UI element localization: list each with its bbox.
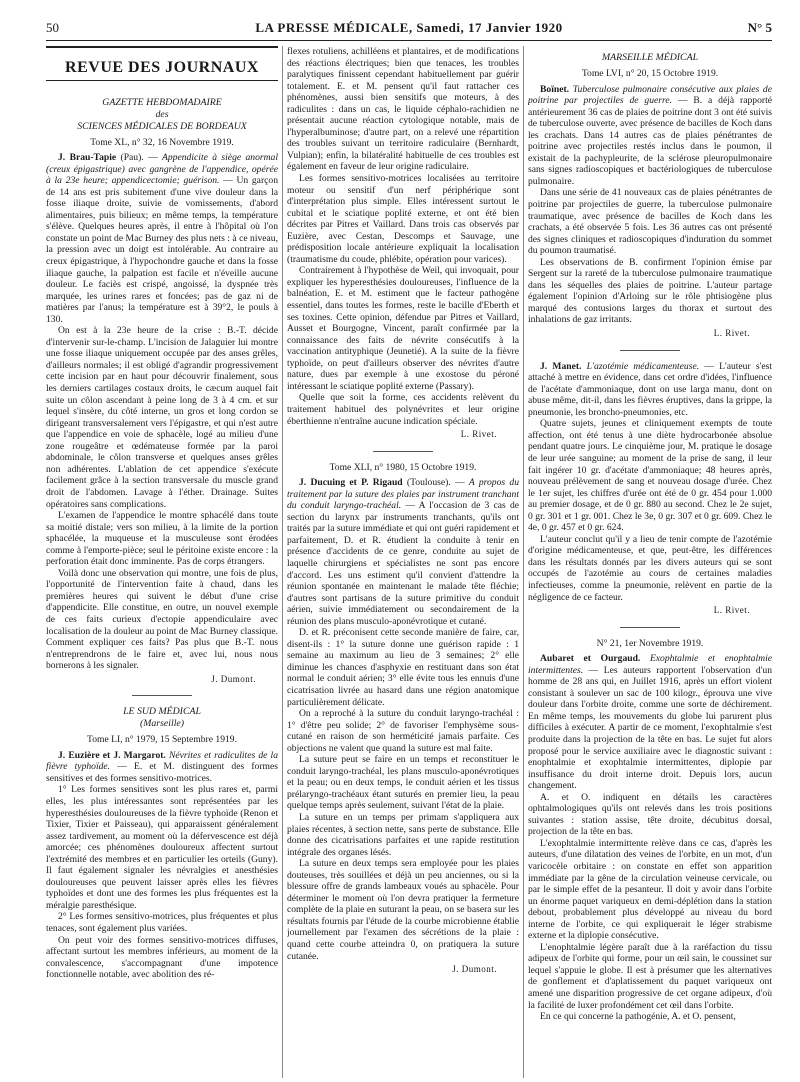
article-paragraph: Les observations de B. confirment l'opinion émise par Sergent sur la rareté de la tuberculose pulmonaire traumatique dans les séquelles des plaies de poitrine. L'auteur partage également l'opinion d'Arloing sur le rôle phtisiogène plus marqué des contusions larges du thorax et surtout des inhalations de gaz irritants. <box>528 256 772 326</box>
article-paragraph: Les formes sensitivo-motrices localisées au territoire moteur ou sensitif d'un nerf périphérique sont d'interprétation plus simple. Elles intéressent surtout le cubital et le sciatique poplité externe, et ont été bien décrites par Pitres et Vaillard. Dans trois cas observés par Euzière, avec Cestan, Descomps et Sauvage, une prédisposition locale antérieure expliquait la localisation (traumatisme du coude, phlébite, opération pour varices). <box>287 173 519 265</box>
column-1 <box>46 46 278 1076</box>
article-paragraph: Contrairement à l'hypothèse de Weil, qui invoquait, pour expliquer les hyperesthésies douloureuses, l'influence de la balnéation, E. et M. estiment que le facteur pathogène essentiel, dans toutes les formes, reste le bacille d'Eberth et ses toxines. Cette opinion, défendue par Pitres et Vaillard, Ausset et Bourgogne, Vincent, paraît confirmée par la connaissance des faits de névrite consécutifs à la vaccination antityphique (Jeunetié). A la suite de la fièvre typhoïde, on peut d'ailleurs observer des névrites d'autre nature, dues par exemple à une exostose du péroné intéressant le sciatique poplité externe (Passary). <box>287 265 519 392</box>
article-title: A propos du traitement par la suture des plaies par instrument tranchant du conduit laryngo-trachéal. <box>287 477 519 512</box>
journal-heading-1 <box>46 97 278 133</box>
article-paragraph: 2° Les formes sensitivo-motrices, plus fréquentes et plus tenaces, sont également plus variées. <box>46 911 278 934</box>
article-manet-intro <box>528 361 772 419</box>
column-3 <box>528 46 772 1076</box>
article-paragraph: La suture en un temps per primam s'appliquera aux plaies récentes, à section nette, sans perte de substance. Elle donne des cicatrisations parfaites et une rapide restitution intégrale des organes lésés. <box>287 812 519 858</box>
article-text: — Les auteurs rapportent l'observation d'un homme de 28 ans qui, en Juillet 1916, après un effort violent consistant à soulever un sac de 100 kilogr., éprouva une vive douleur dans l'orbite droite, comme une sorte de déchirement. En même temps, les mouvements du globe lui parurent plus difficiles à exécuter. A partir de ce moment, l'exophtalmie s'est produite dans la projection de la tête en bas. Le sujet fut alors proposé pour le service auxiliaire avec le diagnostic suivant : enophtalmie et exophtalmie intermittentes, diplopie par insuffisance du droit interne droit. Depuis lors, aucun changement. <box>528 664 772 792</box>
article-paragraph: L'exophtalmie intermittente relève dans ce cas, d'après les auteurs, d'une dilatation des veines de l'orbite, en un mot, d'un varicocèle orbitaire : on constate en effet son apparition immédiate par la gêne de la circulation veineuse cervicale, ou par le simple effet de la pesanteur. Il doit y avoir dans l'orbite un énorme paquet variqueux en demi-déplétion dans la station debout, probablement plus développé au niveau du bord interne de l'orbite, ce qui expliquerait le léger strabisme externe et la diplopie consécutive. <box>528 837 772 942</box>
article-paragraph: On peut voir des formes sensitivo-motrices diffuses, affectant surtout les membres inférieurs, au moment de la convalescence, s'accompagnant d'une impotence fonctionnelle notable, avec abolition des ré- <box>46 934 278 981</box>
article-text: — B. a déjà rapporté antérieurement 36 cas de plaies de poitrine dont 3 ont été suivis de tuberculose ouverte, avec présence de bacilles de Koch dans les crachats. Dans 14 autres cas de plaies pénétrantes de poitrine avec projectiles restés inclus dans le poumon, il existait de la pachypleurite, de la sclérose pleuropulmonaire sans signes radioscopiques et bactériologiques de tuberculose pulmonaire. <box>528 95 772 187</box>
column-2 <box>287 46 519 1076</box>
journal-name: LE SUD MÉDICAL <box>123 706 201 718</box>
article-paragraph: Quatre sujets, jeunes et cliniquement exempts de toute affection, ont été tenus à une diète hydrocarbonée absolue pendant quatre jours. Le cinquième jour, M. pratique le dosage de leur urée sanguine; au moment de la prise de sang, il leur fait ingérer 10 gr. d'acétate d'ammoniaque; 48 heures après, nouveau prélèvement de sang et nouveau dosage d'urée. Chez le 1er sujet, les chiffres d'urée ont été de 0 gr. 454 pour 1.000 au premier dosage, et de 0 gr. 880 au second. Chez le 2e sujet, 0 gr. 301 et 1 gr. 001. Chez le 3e, 0 gr. 307 et 0 gr. 609. Chez le 4e, 0 gr. 457 et 0 gr. 624. <box>528 418 772 534</box>
article-signature: L. Rivet. <box>713 328 750 339</box>
article-paragraph: 1° Les formes sensitives sont les plus rares et, parmi elles, les plus intéressantes sont représentées par les hyperesthésies douloureuses de la fièvre typhoïde (Renon et Tixier, Tixier et Paisseau), qui apparaissent généralement assez tardivement, au moment où la défervescence est déjà amorcée; ces phénomènes douloureux affectent surtout l'extrémité des membres et en particulier les orteils (Guny). Il faut également signaler les névralgies et anesthésies douloureuses que peuvent laisser après elles les fièvres typhoïdes et dont une des formes les plus fréquentes est la méralgie paresthésique. <box>46 784 278 911</box>
article-title: Appendicite à siège anormal (creux épigastrique) avec gangrène de l'appendice, opérée à la 23e heure; appendicectomie; guérison. <box>46 152 278 187</box>
journal-title: LA PRESSE MÉDICALE, Samedi, 17 Janvier 1920 <box>255 20 563 35</box>
article-text: — E. et M. distinguent des formes sensitives et des formes sensitivo-motrices. <box>46 761 278 784</box>
article-signature: J. Dumont. <box>211 673 256 684</box>
article-text: — L'auteur s'est attaché à mettre en évidence, dans cet ordre d'idées, l'influence de l'acétate d'ammoniaque, dont on use larga manu, dont on abuse même, dit-il, dans les fièvres éruptives, dans la grippe, la pneumonie, les broncho-pneumonies, etc. <box>528 360 772 418</box>
article-paragraph: Dans une série de 41 nouveaux cas de plaies pénétrantes de poitrine par projectiles de guerre, la tuberculose pulmonaire traumatique, avec présence de bacilles de Koch dans les crachats, a été observée 5 fois. Les 36 autres cas ont présenté des signes cliniques et radioscopiques d'induration du sommet du poumon traumatisé. <box>528 187 772 257</box>
short-rule <box>620 627 680 628</box>
journal-subname: SCIENCES MÉDICALES DE BORDEAUX <box>77 120 247 132</box>
page-number: 50 <box>46 20 59 35</box>
article-text: — A l'occasion de 3 cas de section du larynx par instruments tranchants, qu'ils ont traités par la suture immédiate et qui ont guéri rapidement et parfaitement, D. et R. étudient la conduite à tenir en présence d'accidents de ce genre, conduite au sujet de laquelle chirurgiens et spécialistes ne sont pas encore d'accord. Les uns estiment qu'il convient d'attendre la réunion spontanée en maintenant le malade tête fléchie; d'autres sont partisans de la suture primitive du conduit aérien, suivie immédiatement ou secondairement de la réunion des plans musculo-aponévrotique et cutané. <box>287 500 519 627</box>
column-divider-1 <box>282 46 283 1078</box>
article-text: — Un garçon de 14 ans est pris subitement d'une vive douleur dans la fosse iliaque droite, suivie de vomissements, d'abord alimentaires, puis bilieux; en même temps, la température s'élève. Quelques heures après, il entre à l'hôpital où l'on constate un point de Mac Burney des plus nets : à ce niveau, la pression avec un doigt est intolérable. Au contraire au creux épigastrique, à l'hypochondre gauche et dans la fosse iliaque gauche, la palpation est facile et n'éveille aucune douleur. Le faciès est crispé, angoissé, la dyspnée très marquée, les urines rares et foncées; pas de gaz ni de matières par l'anus; la température est à 39°2, le pouls à 130. <box>46 175 278 325</box>
article-aubaret-intro <box>528 653 772 792</box>
journal-heading-3 <box>528 52 772 64</box>
journal-heading-2 <box>46 706 278 730</box>
tome-line: Tome XL, n° 32, 16 Novembre 1919. <box>90 136 234 148</box>
article-author: Aubaret et Ourgaud. <box>540 653 641 665</box>
article-city: (Pau). <box>120 152 144 164</box>
header-rule <box>46 40 772 41</box>
article-ducuing-intro: J. Ducuing et P. Rigaud (Toulouse). — A propos du traitement par la suture des plaies par instrument tranchant du conduit laryngo-trachéal. — A l'occasion de 3 cas de section du larynx par instruments tranchants, qu'ils ont traités par la suture immédiate et qui ont guéri rapidement et parfaitement, D. et R. étudient la conduite à tenir en présence d'accidents de ce genre, conduite au sujet de laquelle chirurgiens et spécialistes ne sont pas encore d'accord. Les uns estiment qu'il convient d'attendre la réunion spontanée en maintenant le malade tête fléchie; d'autres sont partisans de la suture primitive du conduit aérien, suivie immédiatement ou secondairement de la réunion des plans musculo-aponévrotique et cutané. <box>287 477 519 627</box>
journal-name: GAZETTE HEBDOMADAIRE <box>102 96 222 108</box>
section-title: REVUE DES JOURNAUX <box>46 46 278 81</box>
short-rule <box>132 695 192 696</box>
article-title: Névrites et radiculites de la fièvre typhoïde. <box>46 749 278 773</box>
article-author: J. Euzière et J. Margarot. <box>58 749 166 761</box>
article-author: Boïnet. <box>540 83 570 95</box>
article-paragraph: L'enophtalmie légère paraît due à la raréfaction du tissu adipeux de l'orbite qui forme, pour un œil sain, le coussinet sur lequel s'appuie le globe. Il est à présumer que les alternatives de gonflement et d'aplatissement du paquet variqueux ont amené une disparition progressive de cet organe adipeux, d'où la facilité de luxer profondément cet œil dans l'orbite. <box>528 941 772 1011</box>
article-author: J. Ducuing et P. Rigaud <box>299 477 403 489</box>
article-paragraph: On a reproché à la suture du conduit laryngo-trachéal : 1° d'être peu solide; 2° de favoriser l'emphysème sous-cutané en raison de son herméticité jamais parfaite. Ces objections ne valent que quand la suture est mal faite. <box>287 708 519 754</box>
page-header <box>46 20 772 38</box>
article-paragraph: La suture peut se faire en un temps et reconstituer le conduit laryngo-trachéal, les plans musculo-aponévrotiques et la peau; ou en deux temps, le conduit aérien et les tissus prélaryngo-trachéaux étant suturés en premier lieu, la peau quelque temps après seulement, suivant l'état de la plaie. <box>287 754 519 812</box>
article-paragraph: L'examen de l'appendice le montre sphacélé dans toute sa moitié distale; vers son milieu, à la limite de la portion sphacélée, la muqueuse et la musculeuse sont érodées comme à l'emporte-pièce; seul le péritoine existe encore : la perforation était donc imminente. Pas de corps étrangers. <box>46 510 278 568</box>
article-paragraph: A. et O. indiquent en détails les caractères ophtalmologiques qu'ils ont relevés dans les trois positions suivantes : station assise, tête droite, décubitus dorsal, projection de la tête en bas. <box>528 791 772 838</box>
article-paragraph: Quelle que soit la forme, ces accidents relèvent du traitement habituel des polynévrites et leur origine éberthienne n'entraîne aucune indication spéciale. <box>287 392 519 427</box>
article-signature: J. Dumont. <box>452 964 497 975</box>
article-city: (Toulouse). <box>406 477 451 489</box>
article-title: Tuberculose pulmonaire consécutive aux plaies de poitrine par projectiles de guerre. <box>528 83 772 107</box>
article-euziere-intro <box>46 750 278 785</box>
article-boinet-intro <box>528 84 772 188</box>
article-signature: L. Rivet. <box>460 429 497 440</box>
tome-line: Tome LVI, n° 20, 15 Octobre 1919. <box>581 68 719 79</box>
issue-number: N° 5 <box>747 20 772 35</box>
article-paragraph: L'auteur conclut qu'il y a lieu de tenir compte de l'azotémie d'origine médicamenteuse, et que, peut-être, les différences dans les résultats donnés par les divers auteurs qui se sont occupés de l'azotémie au cours de certaines maladies infectieuses, comme la pneumonie, relèvent en partie de la négligence de ce facteur. <box>528 533 772 603</box>
article-paragraph: En ce qui concerne la pathogénie, A. et O. pensent, <box>540 1011 736 1023</box>
article-paragraph: flexes rotuliens, achilléens et plantaires, et de modifications des réactions électriques; bien que tenaces, les troubles paralytiques finissent cependant habituellement par guérir totalement. E. et M. pensent qu'il faut rattacher ces phénomènes, aussi bien sensitifs que moteurs, à des radiculites : dans un cas, le liquide céphalo-rachidien ne présentait aucune réaction cytologique notable, mais de l'hyperalbuminose; d'autre part, on a relevé une répartition des troubles suivant un territoire radiculaire (Bernhardt, Vulpian); enfin, la bilatéralité habituelle de ces troubles est également en faveur de leur origine radiculaire. <box>287 46 519 173</box>
short-rule <box>373 451 433 452</box>
article-author: J. Brau-Tapie <box>58 152 117 164</box>
article-paragraph: Voilà donc une observation qui montre, une fois de plus, l'opportunité de l'intervention faite à chaud, dans les premières heures qui suivent le début d'une crise d'appendicite. Elle constitue, en outre, un nouvel exemple de ces faits curieux d'ectopie appendiculaire avec localisation de la douleur au point de Mac Burney classique. Comment expliquer ces faits? Pas plus que B.-T. nous n'entreprendrons de le faire et, avec lui, nous nous bornerons à les signaler. <box>46 567 278 672</box>
article-author: J. Manet. <box>540 360 582 372</box>
journal-des: des <box>155 108 169 120</box>
article-paragraph: D. et R. préconisent cette seconde manière de faire, car, disent-ils : 1° la suture donne une guérison rapide : 1 semaine au maximum au lieu de 3 semaines; 2° elle diminue les chances d'asphyxie en restituant dans son état normal le conduit aérien; 3° elle évite tous les ennuis d'une cicatrisation livrée au hasard dans une région anatomique particulièrement délicate. <box>287 627 519 708</box>
article-paragraph: La suture en deux temps sera employée pour les plaies douteuses, très souillées et déjà un peu anciennes, ou si la blessure offre de grands lambeaux voués au sphacèle. Pour déterminer le moment où l'on devra pratiquer la fermeture complète de la plaie en suturant la peau, on se basera sur les résultats fournis par l'étude de la courbe microbienne établie journellement par l'examen des sécrétions de la plaie : quand cette courbe atteindra 0, on pratiquera la suture cutanée. <box>287 858 519 962</box>
article-signature: L. Rivet. <box>713 605 750 616</box>
tome-line: Tome XLI, n° 1980, 15 Octobre 1919. <box>329 461 477 473</box>
tome-line: N° 21, 1er Novembre 1919. <box>596 637 704 649</box>
tome-line: Tome LI, n° 1979, 15 Septembre 1919. <box>87 734 237 746</box>
short-rule <box>620 350 680 351</box>
journal-name: MARSEILLE MÉDICAL <box>601 52 699 63</box>
column-divider-2 <box>523 46 524 1078</box>
journal-city: (Marseille) <box>139 718 185 730</box>
article-title: Exophtalmie et enophtalmie intermittentes. <box>528 653 772 676</box>
article-brau-tapie-intro: J. Brau-Tapie (Pau). — Appendicite à siège anormal (creux épigastrique) avec gangrène de l'appendice, opérée à la 23e heure; appendicectomie; guérison. — Un garçon de 14 ans est pris subitement d'une vive douleur dans la fosse iliaque droite, suivie de vomissements, d'abord alimentaires, puis bilieux; en même temps, la température s'élève. Quelques heures après, il entre à l'hôpital où l'on constate un point de Mac Burney des plus nets : à ce niveau, la pression avec un doigt est intolérable. Au contraire au creux épigastrique, à l'hypochondre gauche et dans la fosse iliaque gauche, la palpation est facile et n'éveille aucune douleur. Le faciès est crispé, angoissé, la dyspnée très marquée, les urines rares et foncées; pas de gaz ni de matières par l'anus; la température est à 39°2, le pouls à 130. <box>46 152 278 325</box>
article-title: L'azotémie médicamenteuse. <box>586 360 700 372</box>
article-paragraph: On est à la 23e heure de la crise : B.-T. décide d'intervenir sur-le-champ. L'incision de Jalaguier lui montre une fosse iliaque uniquement occupée par des anses grêles, d'ailleurs normales; il est obligé d'agrandir progressivement cette incision par en haut pour découvrir finalement, sous les derniers cartilages costaux droits, le cæcum auquel fait suite un côlon ascendant à peine long de 3 à 4 cm. et sur lequel s'insère, du côté interne, un gros et long cordon se dirigeant transversalement vers l'épigastre, et qui n'est autre que l'appendice en voie de sphacèle, logé au milieu d'une zone rougeâtre et œdémateuse formée par la paroi abdominale, le côlon transverse et quelques anses grêles non adhérentes. L'ablation de cet appendice s'exécute facilement grâce à la section transversale du muscle grand droit de l'abdomen. Lavage à l'éther. Drainage. Suites opératoires sans complications. <box>46 325 278 510</box>
